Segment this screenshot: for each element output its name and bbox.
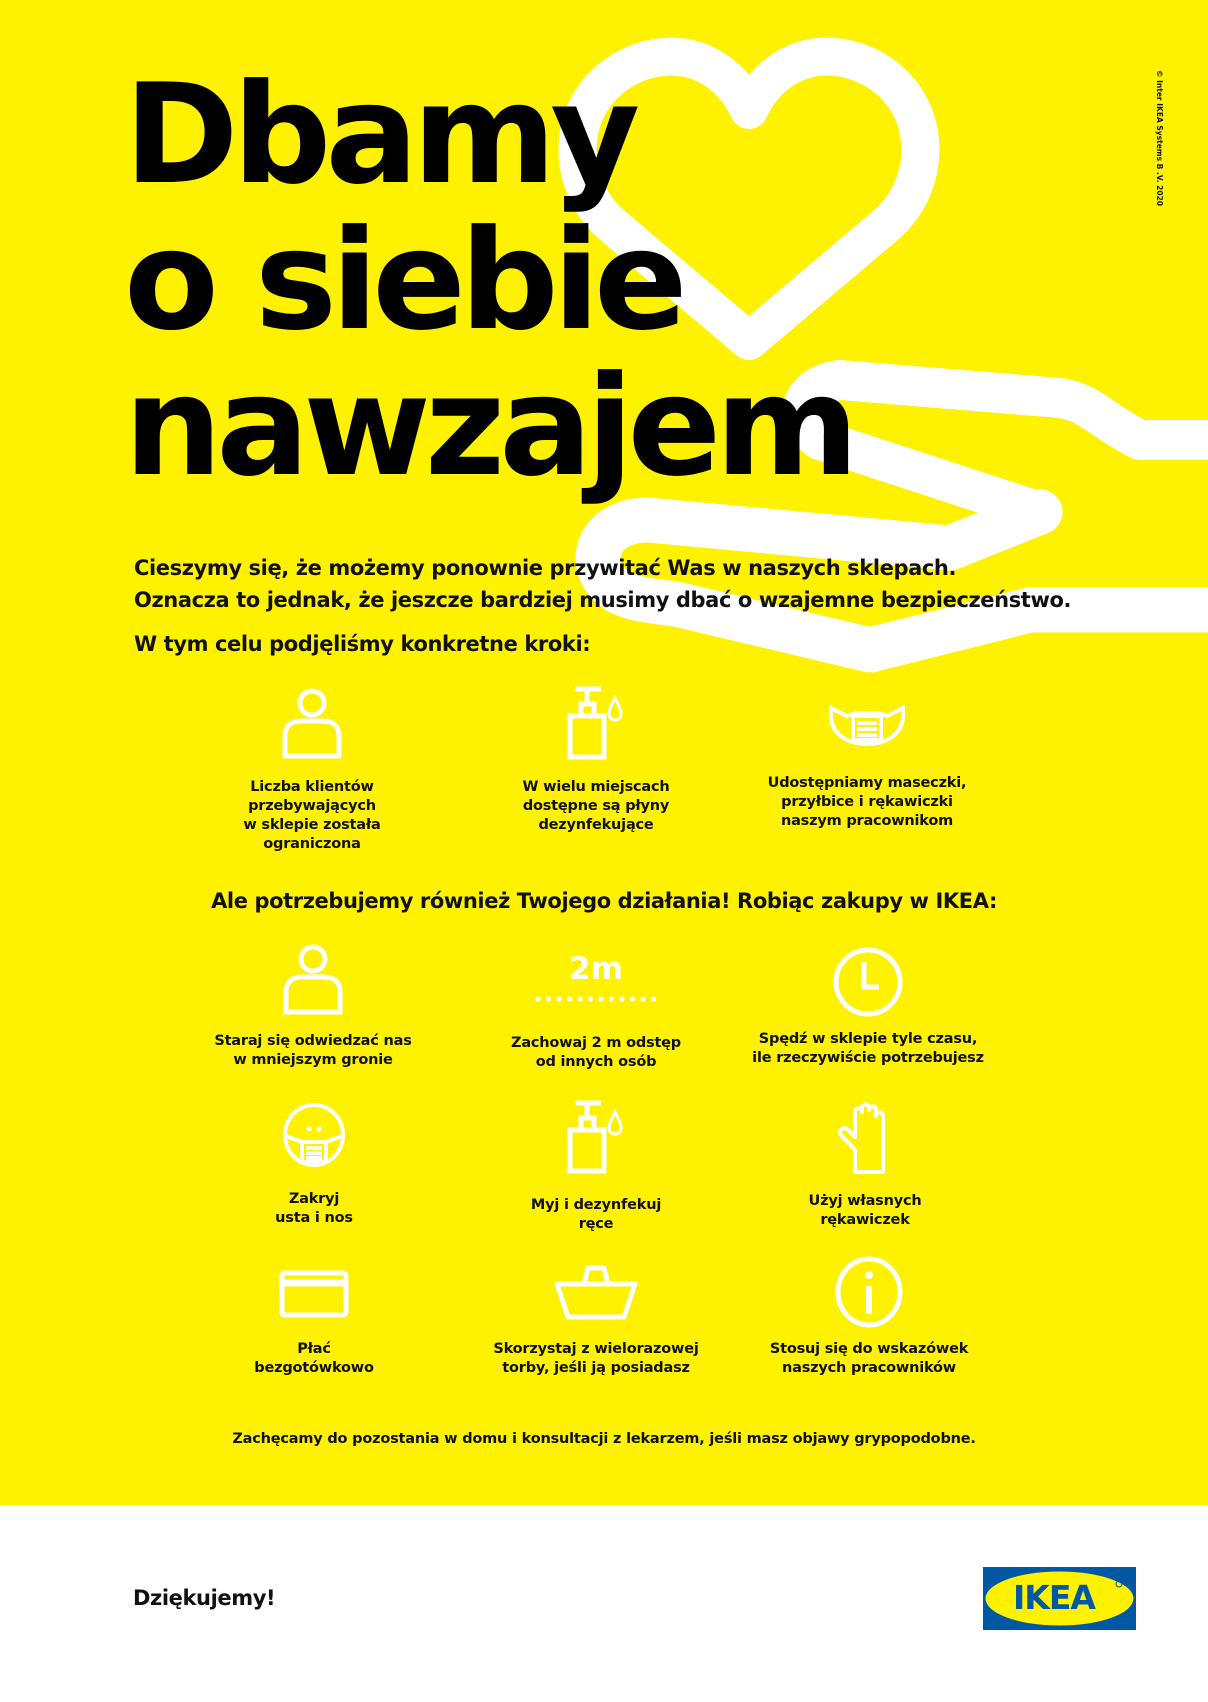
action-item [739, 1256, 999, 1378]
intro-line-1: Cieszymy się, że możemy ponownie przywitać Was w naszych sklepach. [134, 556, 957, 580]
ikea-logo-mark [983, 1567, 1136, 1630]
dotted-line-icon [534, 994, 658, 1004]
basket-icon [554, 1264, 638, 1320]
step-item [182, 688, 442, 854]
step-label: Udostępniamy maseczki, przyłbice i rękawiczki naszym pracownikom [767, 775, 967, 829]
person-icon [278, 944, 348, 1016]
action-label: Zachowaj 2 m odstęp od innych osób [511, 1035, 681, 1070]
distance-value: 2m [569, 951, 623, 987]
distance-icon [466, 952, 726, 1008]
intro-line-2: Oznacza to jednak, że jeszcze bardziej musimy dbać o wzajemne bezpieczeństwo. [134, 588, 1072, 612]
footnote: Zachęcamy do pozostania w domu i konsultacji z lekarzem, jeśli masz objawy grypopodobne. [232, 1431, 976, 1447]
action-item [184, 1270, 444, 1378]
logo-text: IKEA [1013, 1578, 1095, 1617]
sanitizer-icon [561, 686, 631, 760]
action-label: Staraj się odwiedzać nas w mniejszym gronie [214, 1033, 412, 1068]
card-icon [279, 1270, 349, 1318]
action-item [183, 944, 443, 1070]
action-label: Stosuj się do wskazówek naszych pracowników [769, 1341, 969, 1376]
headline-line-2: o siebie [124, 200, 682, 361]
hand-lower-icon [598, 512, 1208, 650]
step-item [737, 702, 997, 831]
info-icon [834, 1256, 904, 1328]
face-mask-icon [827, 702, 907, 750]
glove-icon [835, 1100, 895, 1174]
action-item [184, 1102, 444, 1228]
action-label: Płać bezgotówkowo [254, 1341, 374, 1376]
action-item [466, 952, 726, 1072]
action-label: Użyj własnych rękawiczek [808, 1193, 922, 1228]
action-label: Spędź w sklepie tyle czasu, ile rzeczywiście potrzebujesz [752, 1031, 984, 1066]
intro-line-3: W tym celu podjęliśmy konkretne kroki: [134, 632, 591, 656]
action-item [735, 1100, 995, 1230]
copyright-notice: © Inter IKEA Systems B .V. 2020 [1155, 70, 1164, 207]
thanks-message: Dziękujemy! [133, 1586, 276, 1610]
ikea-logo [983, 1567, 1136, 1630]
hand-upper-icon [840, 380, 1208, 440]
actions-heading: Ale potrzebujemy również Twojego działania! Robiąc zakupy w IKEA: [211, 889, 997, 913]
step-label: Liczba klientów przebywających w sklepie została ograniczona [243, 779, 381, 852]
action-label: Myj i dezynfekuj ręce [530, 1197, 662, 1232]
action-label: Skorzystaj z wielorazowej torby, jeśli ją posiadasz [493, 1341, 699, 1376]
action-item [466, 1100, 726, 1234]
headline [124, 54, 853, 507]
clock-icon [832, 946, 904, 1018]
action-item [466, 1264, 726, 1378]
headline-line-3: nawzajem [124, 346, 853, 507]
person-icon [277, 688, 347, 760]
headline-line-1: Dbamy [124, 54, 635, 215]
masked-face-icon [282, 1102, 346, 1168]
step-label: W wielu miejscach dostępne są płyny dezynfekujące [522, 779, 670, 833]
action-label: Zakryj usta i nos [275, 1191, 353, 1226]
action-item [738, 946, 998, 1068]
step-item [466, 686, 726, 835]
sanitizer-icon [561, 1100, 631, 1174]
